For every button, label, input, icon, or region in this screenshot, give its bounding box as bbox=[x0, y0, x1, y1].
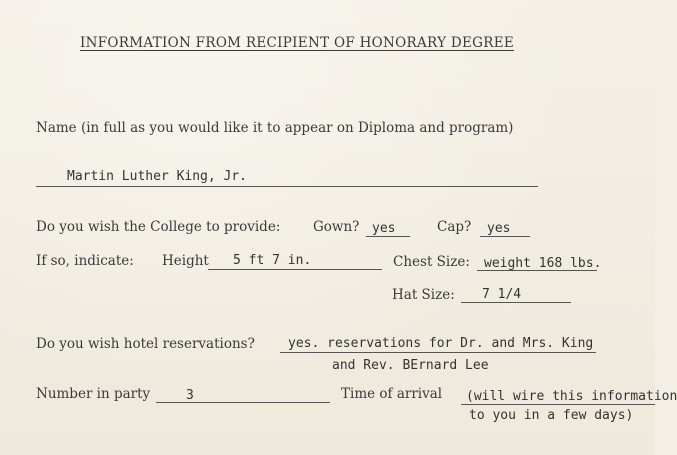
name-line bbox=[36, 186, 538, 187]
height-value: 5 ft 7 in. bbox=[233, 253, 312, 268]
hotel-label: Do you wish hotel reservations? bbox=[36, 336, 255, 352]
arrival-value-line2: to you in a few days) bbox=[469, 408, 634, 423]
gown-line bbox=[366, 236, 410, 237]
cap-value: yes bbox=[487, 221, 511, 236]
name-label: Name (in full as you would like it to appear on Diploma and program) bbox=[36, 120, 514, 136]
height-label: Height bbox=[162, 253, 209, 269]
party-label: Number in party bbox=[36, 386, 151, 402]
provide-label: Do you wish the College to provide: bbox=[36, 219, 281, 235]
cap-line bbox=[480, 236, 530, 237]
gown-value: yes bbox=[372, 221, 396, 236]
party-line bbox=[156, 402, 330, 403]
name-value: Martin Luther King, Jr. bbox=[67, 169, 248, 184]
chest-value: weight 168 lbs. bbox=[484, 256, 602, 271]
cap-label: Cap? bbox=[437, 219, 472, 235]
indicate-label: If so, indicate: bbox=[36, 253, 134, 269]
hat-line bbox=[461, 302, 571, 303]
arrival-value-line1: (will wire this information bbox=[466, 389, 677, 404]
arrival-label: Time of arrival bbox=[341, 386, 443, 402]
hotel-line bbox=[280, 352, 596, 353]
chest-line bbox=[477, 270, 597, 271]
gown-label: Gown? bbox=[313, 219, 360, 235]
arrival-line bbox=[461, 404, 655, 405]
hotel-value-line1: yes. reservations for Dr. and Mrs. King bbox=[288, 336, 594, 351]
hat-label: Hat Size: bbox=[392, 287, 455, 303]
hat-value: 7 1/4 bbox=[482, 287, 522, 302]
height-line bbox=[208, 269, 382, 270]
party-value: 3 bbox=[186, 388, 194, 403]
chest-label: Chest Size: bbox=[393, 254, 470, 270]
hotel-value-line2: and Rev. BErnard Lee bbox=[332, 358, 489, 373]
form-title: INFORMATION FROM RECIPIENT OF HONORARY DEGREE bbox=[80, 35, 515, 51]
